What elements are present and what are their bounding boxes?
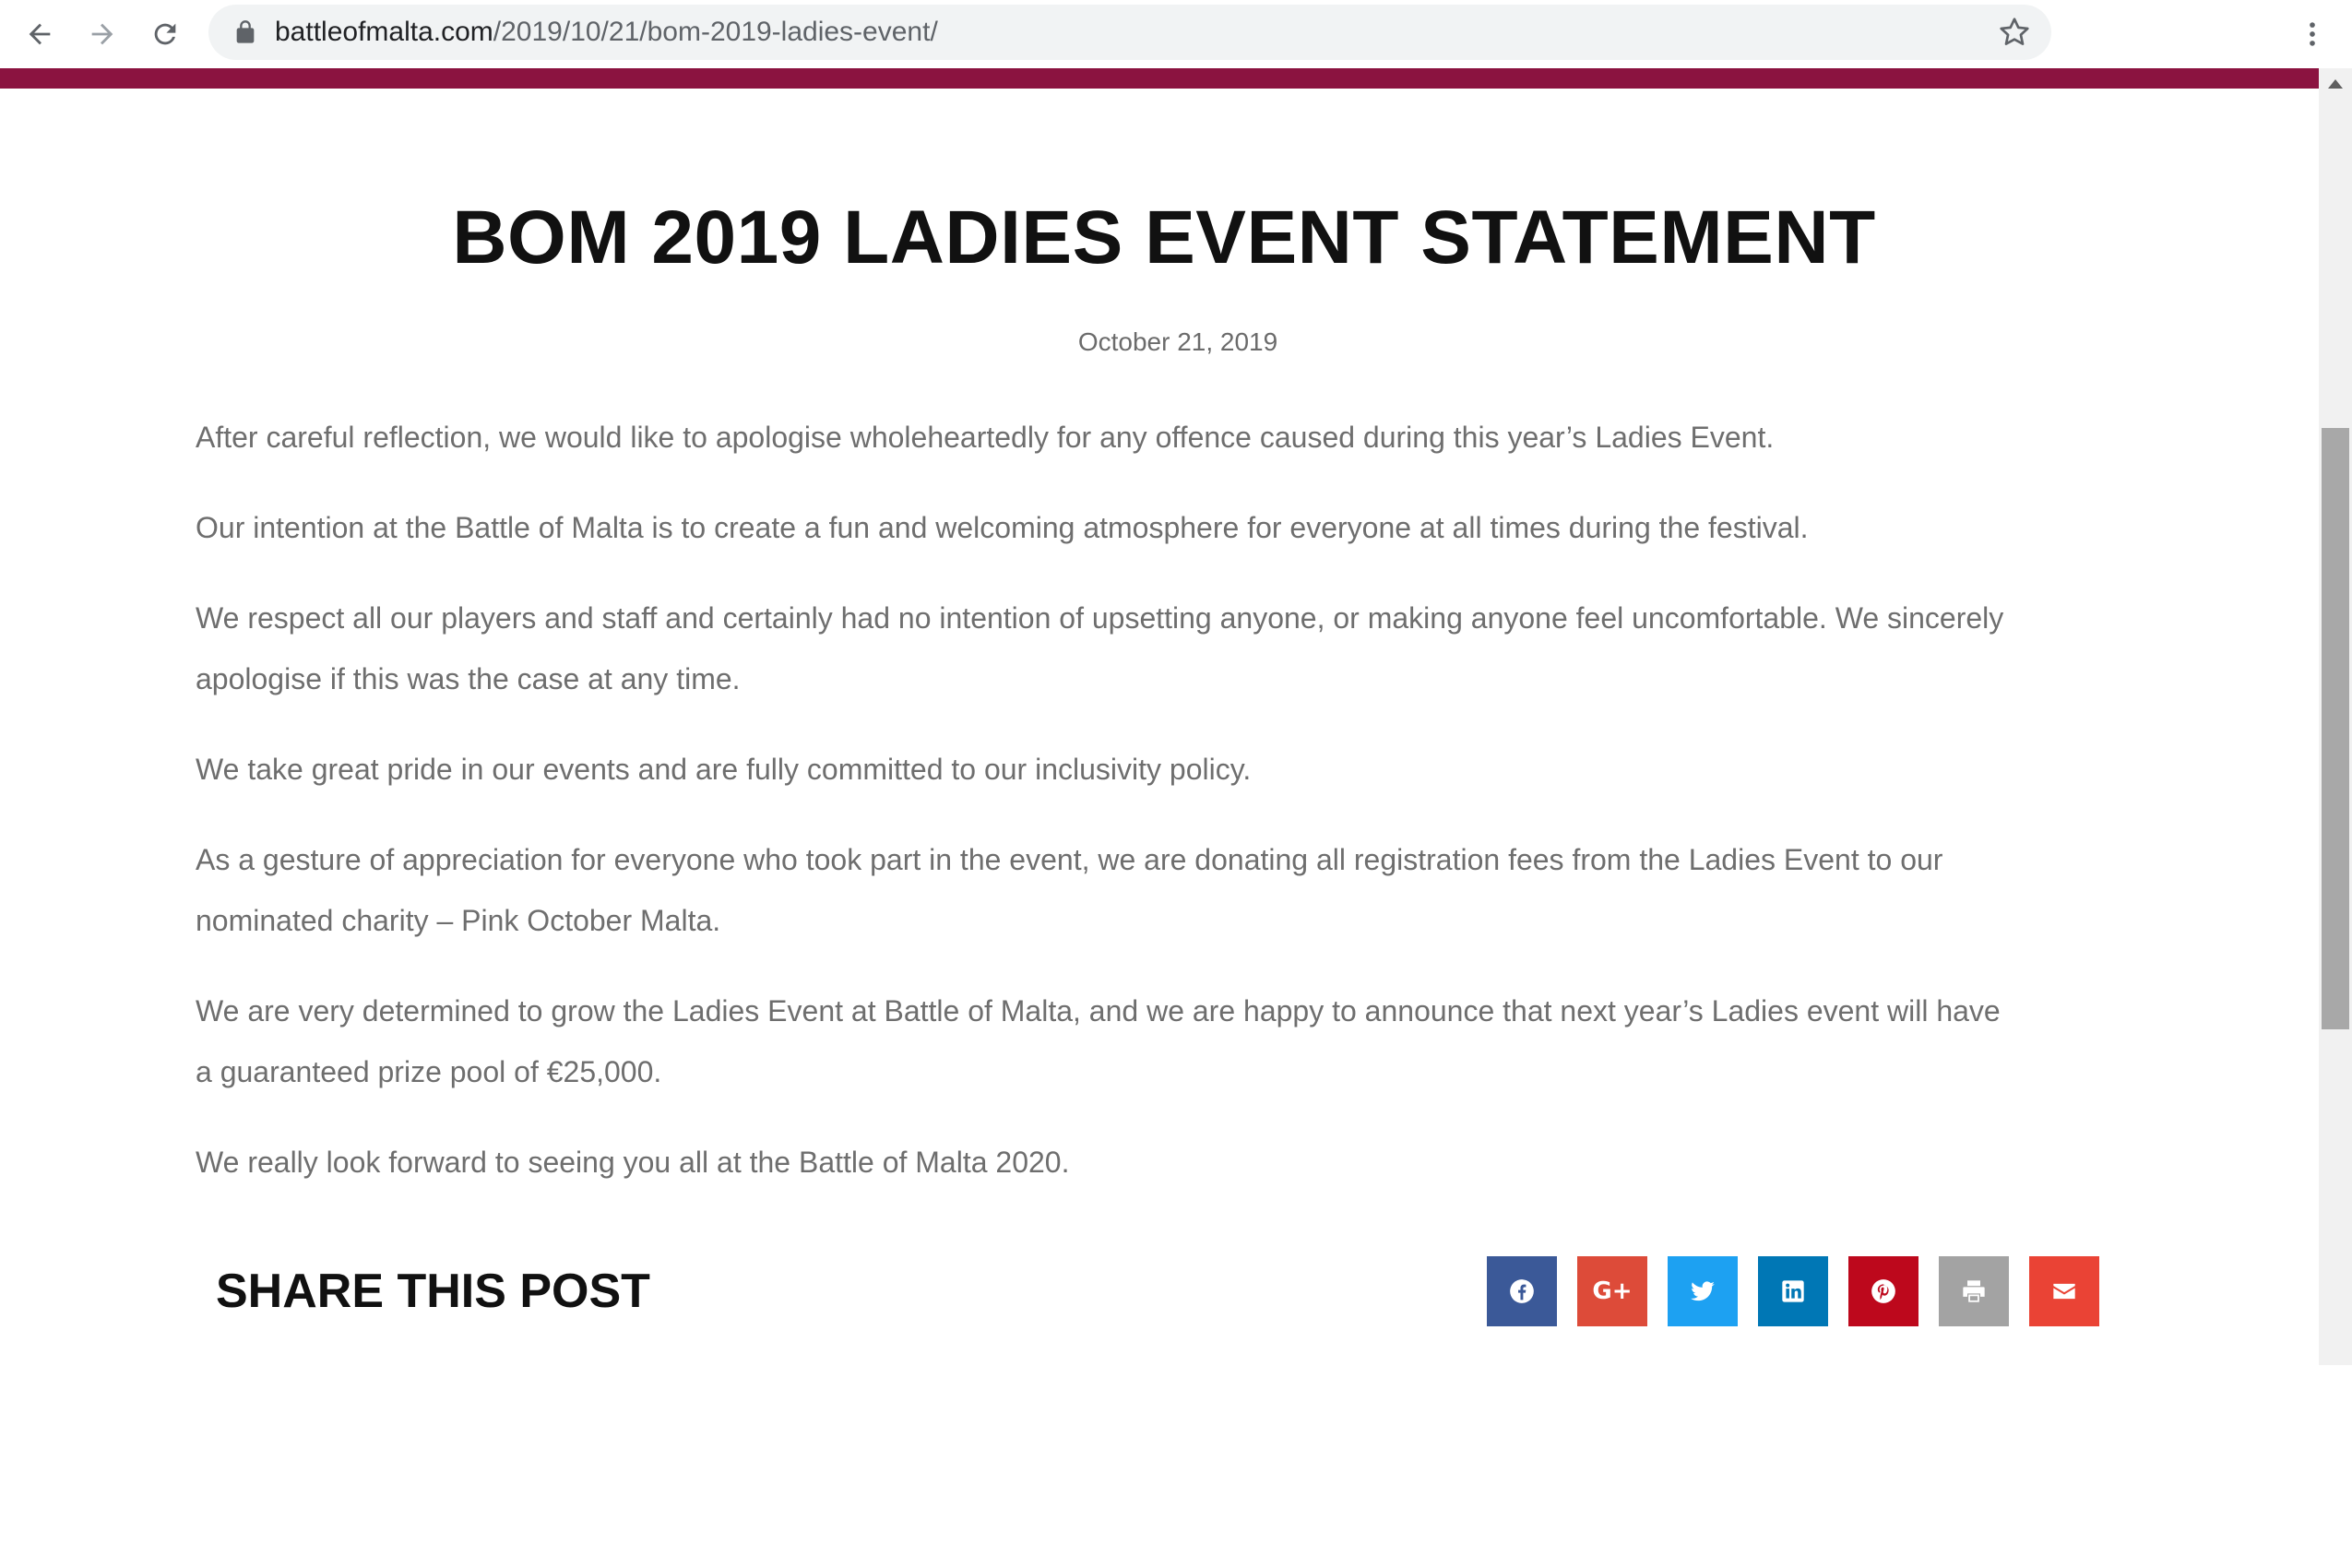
share-email-button[interactable] [2029,1256,2099,1326]
back-button[interactable] [17,11,63,57]
forward-button[interactable] [79,11,125,57]
article-paragraph: Our intention at the Battle of Malta is to create a fun and welcoming atmosphere for everyone at all times during the festival. [196,511,1809,544]
article-paragraph: After careful reflection, we would like to apologise wholeheartedly for any offence caused during this year’s Ladies Event. [196,421,1775,454]
share-googleplus-button[interactable] [1577,1256,1647,1326]
linkedin-icon [1780,1278,1806,1304]
site-header-bar [0,68,2319,89]
twitter-icon [1690,1278,1716,1304]
print-button[interactable] [1939,1256,2009,1326]
article-body [196,407,2132,1222]
address-bar[interactable] [208,5,2051,60]
scroll-up-button[interactable] [2319,68,2352,100]
share-buttons [1487,1256,2099,1326]
article-paragraph: We really look forward to seeing you all at the Battle of Malta 2020. [196,1146,1070,1179]
article-paragraph: We are very determined to grow the Ladies Event at Battle of Malta, and we are happy to announce that next year’s Ladies event will have a guaranteed prize pool of €25,000. [196,994,2001,1088]
article-paragraph: We respect all our players and staff and certainly had no intention of upsetting anyone, or making anyone feel uncomfortable. We sincerely apologise if this was the case at any time. [196,601,2004,695]
pinterest-icon [1871,1278,1896,1304]
facebook-icon [1509,1278,1535,1304]
article-paragraph: As a gesture of appreciation for everyone who took part in the event, we are donating all registration fees from the Ladies Event to our nominated charity – Pink October Malta. [196,843,1943,937]
more-vert-icon [2297,18,2328,50]
envelope-icon [2051,1278,2077,1304]
share-linkedin-button[interactable] [1758,1256,1828,1326]
share-title: SHARE THIS POST [216,1265,650,1318]
googleplus-icon: G+ [1592,1277,1633,1305]
url-path: /2019/10/21/bom-2019-ladies-event/ [493,17,938,47]
article-paragraph: We take great pride in our events and are fully committed to our inclusivity policy. [196,753,1252,786]
url-domain: battleofmalta.com [275,17,493,47]
lock-icon [232,19,258,45]
url-text[interactable] [275,17,938,48]
star-icon[interactable] [1998,16,2031,49]
arrow-left-icon [24,18,55,50]
article-date: October 21, 2019 [1077,327,1278,356]
triangle-up-icon [2328,79,2343,89]
share-twitter-button[interactable] [1668,1256,1738,1326]
browser-toolbar [0,0,2352,68]
page-scrollbar[interactable] [2319,68,2352,1365]
share-pinterest-button[interactable] [1848,1256,1918,1326]
article-title: BOM 2019 LADIES EVENT STATEMENT [452,196,1876,279]
scroll-thumb[interactable] [2322,428,2349,1029]
reload-icon [149,18,181,50]
reload-button[interactable] [142,11,188,57]
arrow-right-icon [87,18,118,50]
printer-icon [1961,1278,1987,1304]
share-facebook-button[interactable] [1487,1256,1557,1326]
browser-menu-button[interactable] [2289,11,2335,57]
